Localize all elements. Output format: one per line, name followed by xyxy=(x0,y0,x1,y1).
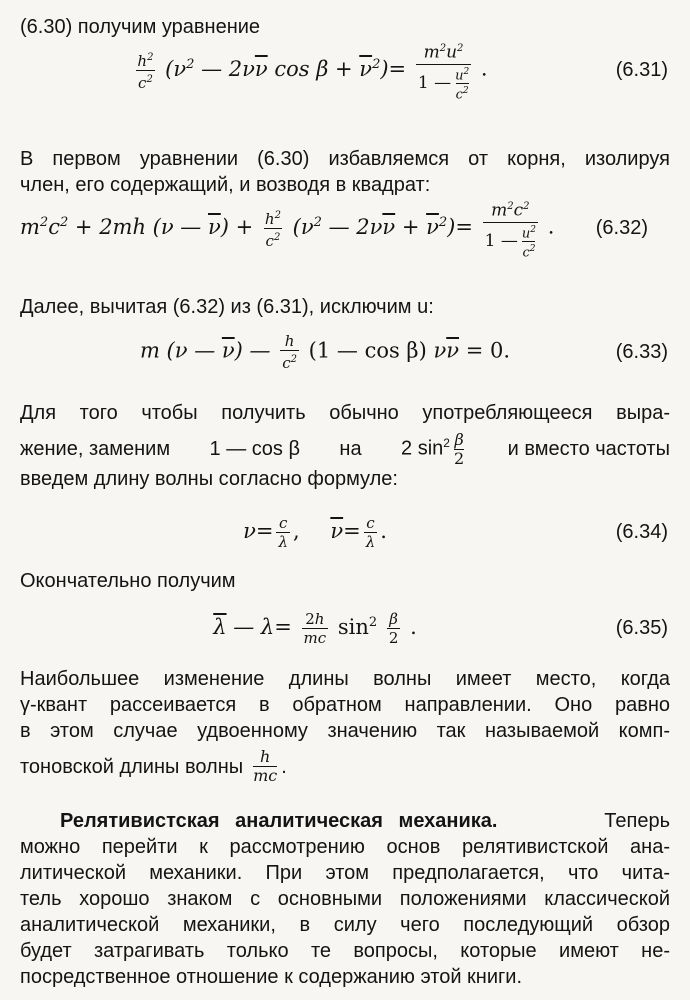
intro-line: (6.30) получим уравнение xyxy=(20,16,261,38)
text-line xyxy=(20,430,670,468)
fraction: $m^2u^2$ 1 — $\frac{u^2}{c^2}$ xyxy=(417,42,470,103)
text-line: В первом уравнении (6.30) избавляемся от корня, изолируя xyxy=(20,148,670,170)
text-line: аналитической механики, в силу чего последующий обзор xyxy=(20,914,670,936)
text-line: будет затрагивать только те вопросы, которые имеют не- xyxy=(20,940,670,962)
inline-formula: $\frac{h}{mc}$ xyxy=(253,747,278,785)
equation-number: (6.33) xyxy=(615,340,668,363)
fraction: $\frac{h^2}{c^2}$ xyxy=(264,209,281,250)
equation-number: (6.35) xyxy=(615,616,668,639)
fraction: $\frac{c}{\lambda}$ xyxy=(365,513,376,551)
text-line: Далее, вычитая (6.32) из (6.31), исключим u: xyxy=(20,296,434,318)
text-line: тоновской длины волны $\frac{h}{mc}$ . xyxy=(20,747,287,785)
equation-6-32 xyxy=(20,198,670,261)
text-line: посредственное отношение к содержанию этой книги. xyxy=(20,966,523,988)
text-fragment: тоновской длины волны xyxy=(20,755,244,778)
fraction: $\frac{h^2}{c^2}$ xyxy=(137,51,154,92)
text-line: тель хорошо знаком с основными положениями классической xyxy=(20,888,670,910)
inline-formula: 1 — cos β xyxy=(209,437,300,460)
section-first-line xyxy=(20,808,670,834)
text-fragment: жение, заменим xyxy=(20,437,171,460)
fraction: $\frac{c}{\lambda}$ xyxy=(278,513,288,551)
text-line: можно перейти к рассмотрению основ релятивистской ана- xyxy=(20,836,670,858)
equation-6-31-body: $\frac{h^2}{c^2}$ ($\nu^2$ — $2\nu\overline{\nu}$ $\cos \beta + \overline{\nu}^2)=$ $m^2u^2$ 1 — $\frac{u^2}{c^2}$ . xyxy=(132,38,487,102)
text-line: Окончательно получим xyxy=(20,570,236,592)
equation-6-35 xyxy=(0,598,690,658)
equation-number: (6.32) xyxy=(595,216,648,239)
text-line: Для того чтобы получить обычно употребляющееся выра- xyxy=(20,402,670,424)
text-fragment: и вместо частоты xyxy=(507,437,670,460)
fraction: $\frac{h}{c^2}$ xyxy=(282,332,297,372)
inline-formula: 2 $\sin^2$ $\frac{\beta}{2}$ xyxy=(401,429,465,468)
text-fragment: Теперь xyxy=(604,810,670,832)
equation-6-32-body: $m^2c^2 + 2mh$ (ν — $\overline{\nu}$) + $\frac{h^2}{c^2}$ ($\nu^2$ — $2\nu\overline{\nu} + \overline{\nu}^2)=$ $m^2c^2$ 1 — $\frac{u^2}{c^2}$ . xyxy=(20,196,554,260)
fraction: $\frac{2h}{mc}$ xyxy=(303,609,327,647)
fraction: $m^2c^2$ 1 — $\frac{u^2}{c^2}$ xyxy=(484,200,536,261)
text-line: литической механики. При этом предполагается, что чита- xyxy=(20,862,670,884)
fraction: $\frac{\beta}{2}$ xyxy=(388,609,399,647)
equation-6-34 xyxy=(0,502,690,562)
equation-6-33-body: m (ν — $\overline{\nu}$) — $\frac{h}{c^2}$ (1 — cos β) $\nu\overline{\nu} = 0$. xyxy=(139,332,511,372)
text-line: введем длину волны согласно формуле: xyxy=(20,468,398,490)
text-line: γ-квант рассеивается в обратном направлении. Оно равно xyxy=(20,694,670,716)
equation-6-35-body: $\overline{\lambda}$ — λ= $\frac{2h}{mc}$ $\sin^2$ $\frac{\beta}{2}$ . xyxy=(213,609,417,647)
text-fragment: на xyxy=(339,437,362,460)
equation-number: (6.31) xyxy=(615,58,668,81)
equation-number: (6.34) xyxy=(615,520,668,543)
text-line: в этом случае удвоенному значению так называемой комп- xyxy=(20,720,670,742)
equation-6-31 xyxy=(0,40,690,103)
section-heading: Релятивистская аналитическая механика. xyxy=(60,810,498,832)
text-line: член, его содержащий, и возводя в квадрат: xyxy=(20,174,431,196)
equation-6-33 xyxy=(0,322,690,382)
equation-6-34-body: ν= $\frac{c}{\lambda}$ , $\overline{\nu}=$ $\frac{c}{\lambda}$ . xyxy=(243,513,387,551)
text-line: Наибольшее изменение длины волны имеет место, когда xyxy=(20,668,670,690)
